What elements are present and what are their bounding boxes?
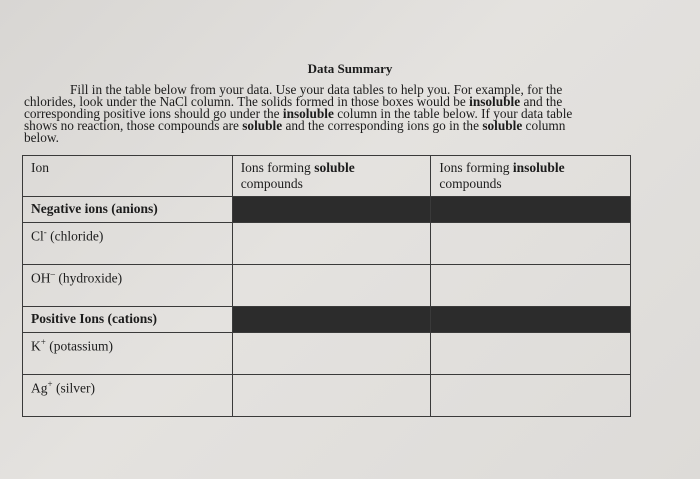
ion-charge: + — [40, 337, 46, 347]
instructions-line-3: corresponding positive ions should go under the — [24, 106, 283, 121]
table-row-hydroxide — [23, 265, 631, 307]
section-label-cations: Positive Ions (cations) — [23, 307, 233, 333]
instructions-emphasis: soluble — [242, 118, 283, 133]
shaded-cell — [232, 197, 431, 223]
header-text: compounds — [240, 176, 303, 191]
instructions-text: and the corresponding ions go in the — [282, 118, 483, 133]
table-row-potassium — [23, 333, 631, 375]
instructions-line-4: shows no reaction, those compounds are — [24, 118, 243, 133]
shaded-cell — [431, 307, 631, 333]
insoluble-cell-hydroxide[interactable] — [431, 265, 631, 307]
ion-label-chloride — [23, 223, 233, 265]
header-text: compounds — [439, 176, 502, 191]
table-row-silver — [23, 375, 631, 417]
instructions-emphasis: insoluble — [469, 94, 521, 109]
ion-charge: – — [50, 269, 55, 279]
shaded-cell — [232, 307, 431, 333]
soluble-cell-chloride[interactable] — [232, 223, 431, 265]
instructions-text: column in the table below. If your data table — [333, 106, 573, 121]
table-row-chloride — [23, 223, 631, 265]
insoluble-cell-chloride[interactable] — [431, 223, 631, 265]
soluble-cell-silver[interactable] — [232, 375, 431, 417]
insoluble-cell-silver[interactable] — [431, 375, 631, 417]
header-text: Ions forming — [240, 160, 315, 175]
ion-label-hydroxide — [23, 265, 233, 307]
ion-label-potassium — [23, 333, 233, 375]
ion-name: (hydroxide) — [55, 270, 123, 286]
instructions-line-1: Fill in the table below from your data. Use your data tables to help you. For example, for the — [70, 82, 563, 97]
ion-charge: - — [43, 227, 47, 237]
instructions-text: column — [522, 118, 566, 133]
ion-symbol: Cl — [31, 228, 44, 244]
ion-symbol: K — [31, 338, 41, 354]
data-summary-table — [22, 155, 631, 417]
section-label-anions: Negative ions (anions) — [23, 197, 233, 223]
section-row-cations — [23, 307, 631, 333]
table-header-row — [23, 156, 631, 197]
ion-name: (potassium) — [45, 338, 113, 354]
ion-name: (silver) — [52, 380, 95, 396]
header-insoluble — [431, 156, 631, 197]
soluble-cell-potassium[interactable] — [232, 333, 431, 375]
header-emphasis: soluble — [314, 160, 355, 175]
ion-symbol: Ag — [31, 380, 48, 396]
instructions-emphasis: insoluble — [282, 106, 334, 121]
shaded-cell — [431, 197, 631, 223]
instructions-line-2: chlorides, look under the NaCl column. The solids formed in those boxes would be — [24, 94, 470, 109]
instructions-text: and the — [520, 94, 563, 109]
instructions-emphasis: soluble — [482, 118, 523, 133]
section-row-anions — [23, 197, 631, 223]
ion-symbol: OH — [31, 270, 51, 286]
ion-charge: + — [47, 379, 53, 389]
page-title: Data Summary — [307, 61, 393, 76]
ion-label-silver — [23, 375, 233, 417]
header-text: Ions forming — [439, 160, 513, 175]
ion-name: (chloride) — [46, 228, 104, 244]
header-ion: Ion — [23, 156, 233, 197]
header-soluble — [232, 156, 431, 197]
soluble-cell-hydroxide[interactable] — [232, 265, 431, 307]
header-emphasis: insoluble — [512, 160, 565, 175]
instructions-paragraph — [24, 84, 674, 144]
insoluble-cell-potassium[interactable] — [431, 333, 631, 375]
instructions-line-5: below. — [24, 130, 59, 145]
